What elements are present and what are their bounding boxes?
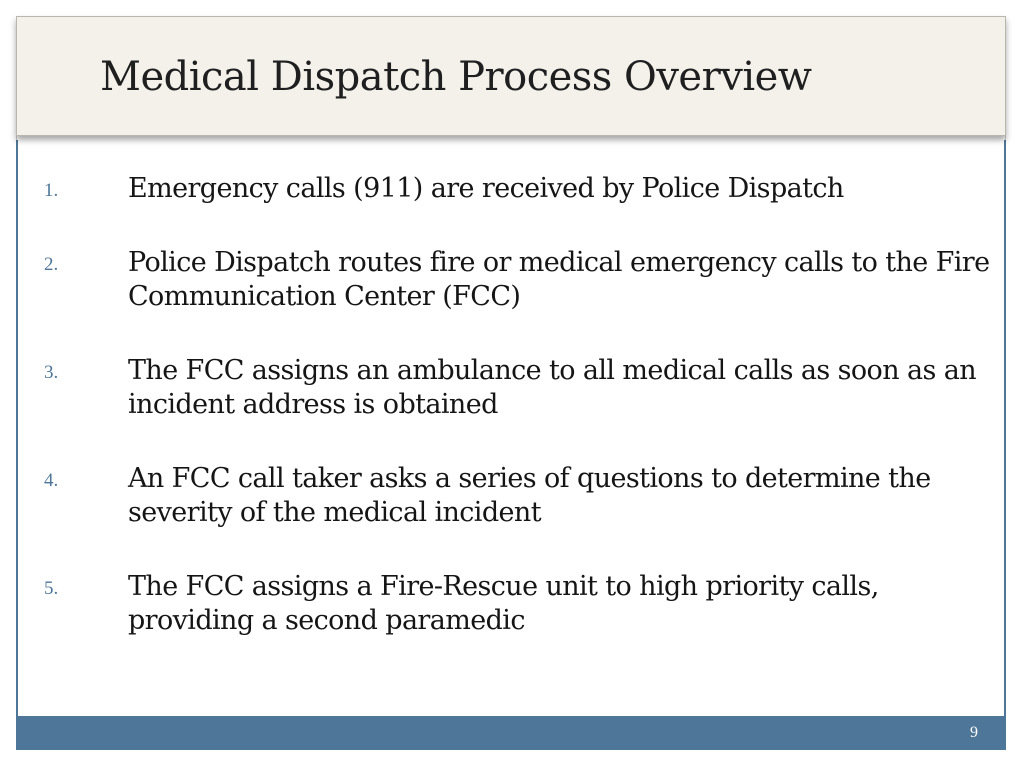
- list-item-text: The FCC assigns a Fire-Rescue unit to high priority calls, providing a second paramedic: [128, 571, 879, 636]
- list-item: [40, 172, 990, 206]
- list-item-text: Police Dispatch routes fire or medical emergency calls to the Fire Communication Center (FCC): [128, 247, 990, 312]
- list-item: [40, 354, 990, 422]
- list-item: [40, 570, 990, 638]
- list-item-number: 5.: [44, 578, 59, 599]
- list-item-text: Emergency calls (911) are received by Police Dispatch: [128, 173, 844, 204]
- right-accent-rule: [1004, 140, 1006, 716]
- left-accent-rule: [16, 140, 18, 716]
- list-item-number: 2.: [44, 254, 59, 275]
- list-item-text: The FCC assigns an ambulance to all medical calls as soon as an incident address is obtained: [128, 355, 976, 420]
- process-steps-list: [40, 172, 990, 678]
- list-item-number: 4.: [44, 470, 59, 491]
- list-item: [40, 246, 990, 314]
- list-item-number: 3.: [44, 362, 59, 383]
- slide-title: Medical Dispatch Process Overview: [100, 54, 812, 100]
- list-item: [40, 462, 990, 530]
- page-number: 9: [970, 724, 978, 741]
- list-item-number: 1.: [44, 180, 59, 201]
- list-item-text: An FCC call taker asks a series of questions to determine the severity of the medical incident: [128, 463, 931, 528]
- footer-bar: [16, 716, 1006, 750]
